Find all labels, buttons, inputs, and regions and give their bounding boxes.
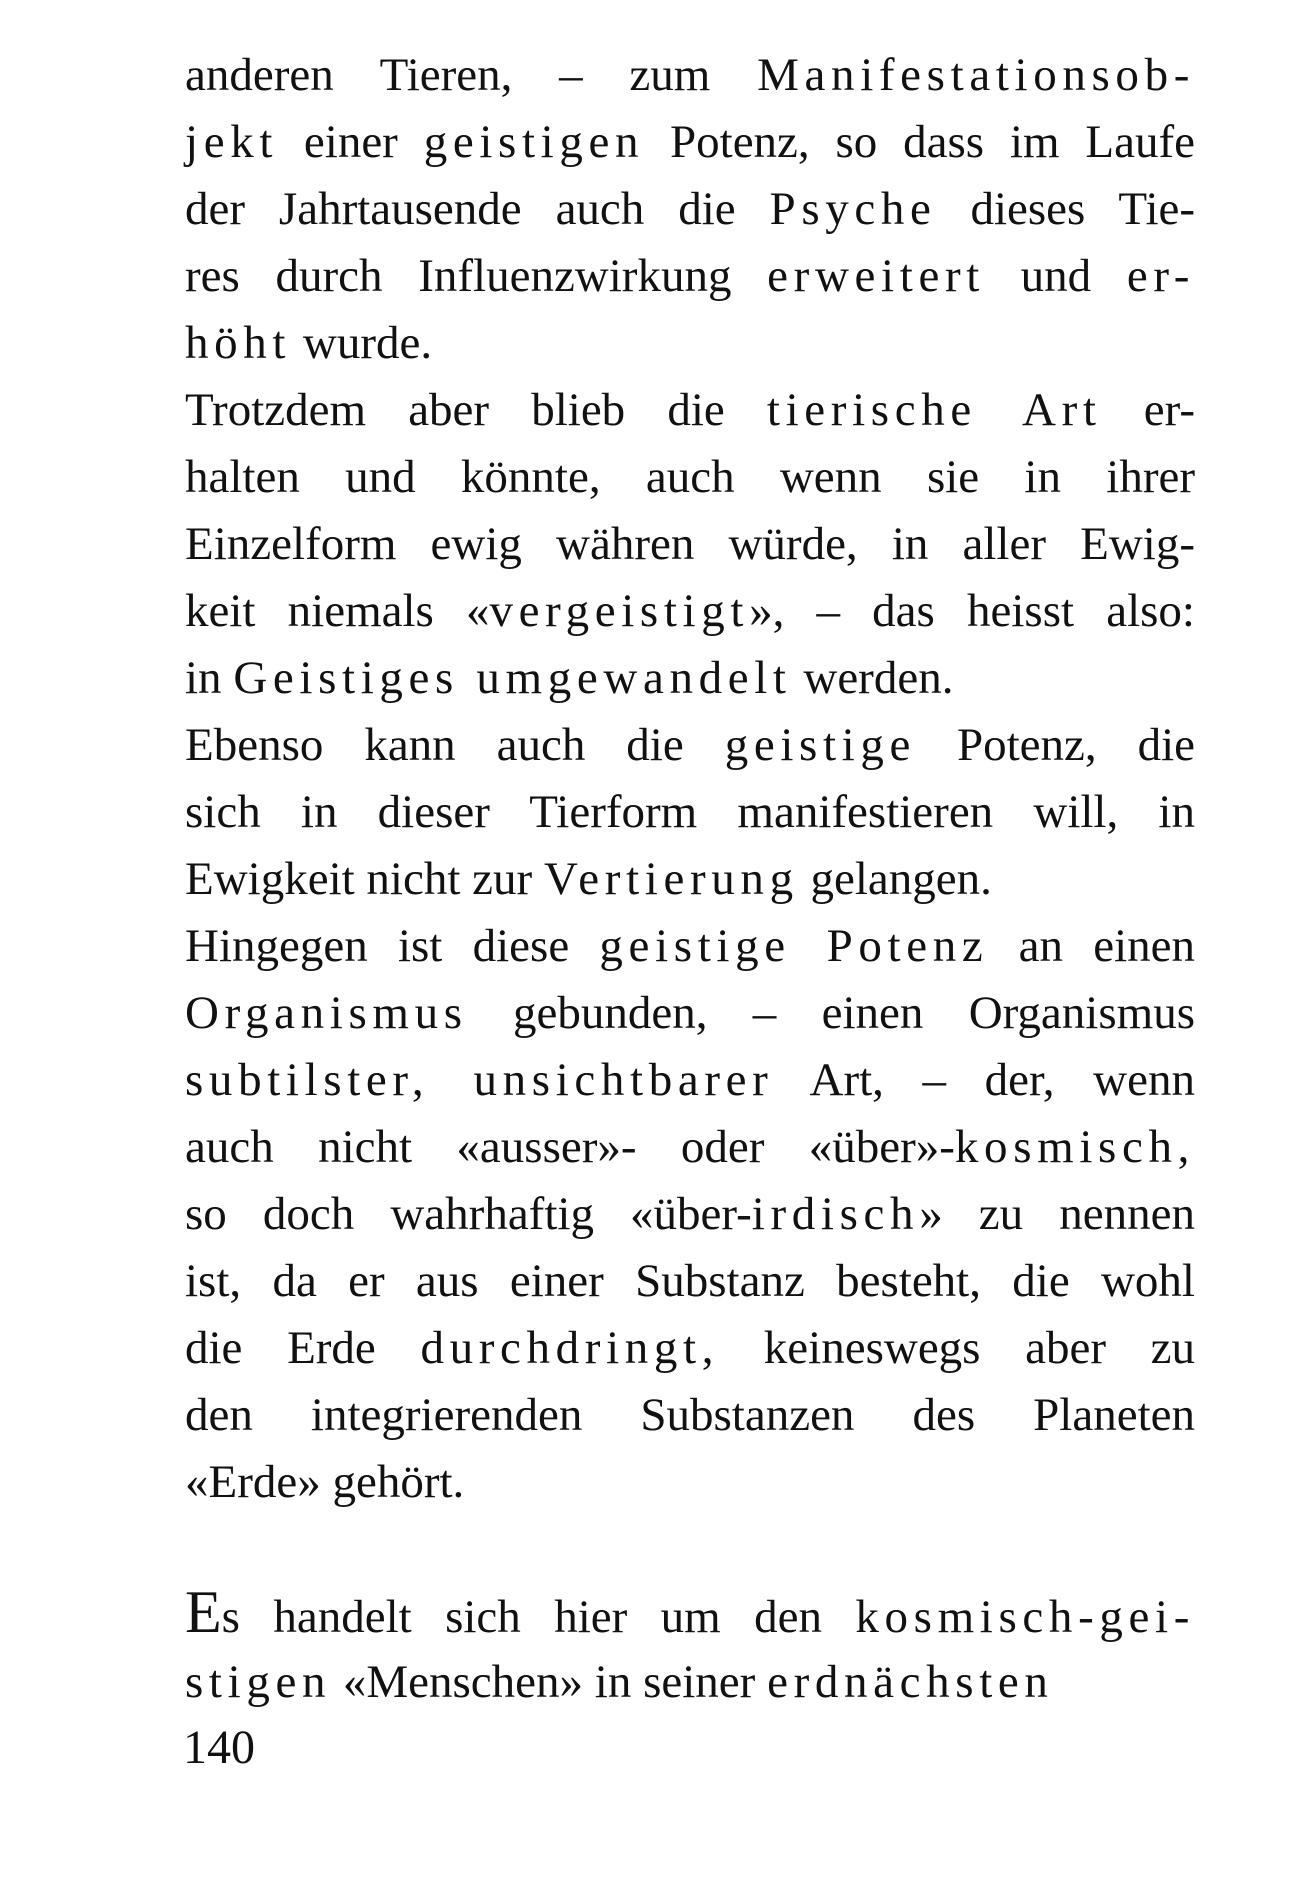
paragraph-3 (185, 712, 1195, 913)
text-line (185, 511, 1195, 578)
spaced-text: Psyche (769, 183, 937, 235)
text-line (185, 779, 1195, 846)
text-line (185, 377, 1195, 444)
spaced-text: geistige Potenz (599, 920, 989, 972)
text-segment: anderen Tieren, – zum (185, 49, 758, 101)
text-segment: s handelt sich hier um den (221, 1591, 856, 1643)
text-segment: Potenz, so dass im Laufe (644, 116, 1195, 168)
text-line (185, 444, 1195, 511)
text-line (185, 109, 1195, 176)
text-line (185, 578, 1195, 645)
text-segment: Trotzdem aber blieb die (185, 384, 767, 436)
spaced-text: Vertierung (543, 853, 799, 905)
text-line (185, 1579, 1195, 1649)
text-line (185, 1649, 1195, 1716)
spaced-text: kosmisch, (954, 1121, 1195, 1173)
page-number: 140 (183, 1721, 255, 1774)
text-line (185, 913, 1195, 980)
text-segment: einer (278, 116, 424, 168)
text-line (185, 1114, 1195, 1181)
text-line (185, 1315, 1195, 1382)
text-segment: und (984, 250, 1127, 302)
text-segment: Hingegen ist diese (185, 920, 600, 972)
text-segment: Ewigkeit nicht zur (185, 853, 544, 905)
text-segment: sich in dieser Tierform manifestieren will, in (185, 786, 1195, 838)
spaced-text: erweitert (767, 250, 985, 302)
text-line (185, 310, 1195, 377)
text-segment: in (185, 652, 234, 704)
spaced-text: stigen (185, 1656, 332, 1708)
text-line (185, 645, 1195, 712)
text-segment: dieses Tie- (936, 183, 1196, 235)
text-segment: » zu nennen (919, 1188, 1195, 1240)
text-segment: so doch wahrhaftig «über- (185, 1188, 752, 1240)
text-segment: auch nicht «ausser»- oder «über»- (185, 1121, 955, 1173)
text-line (185, 42, 1195, 109)
spaced-text: Manifestationsob- (757, 49, 1195, 101)
text-segment: », – das heisst also: (749, 585, 1195, 637)
text-line (185, 712, 1195, 779)
spaced-text: tierische Art (766, 384, 1102, 436)
paragraph-5 (185, 1579, 1195, 1716)
text-segment: an einen (988, 920, 1195, 972)
text-line (185, 1382, 1195, 1449)
text-segment: der Jahrtausende auch die (185, 183, 770, 235)
spaced-text: jekt (185, 116, 279, 168)
initial-letter: E (185, 1579, 222, 1645)
spaced-text: subtilster, unsichtbarer (185, 1054, 774, 1106)
spaced-text: geistigen (423, 116, 645, 168)
spaced-text: durchdringt, (420, 1322, 720, 1374)
spaced-text: geistige (724, 719, 916, 771)
spaced-text: erdnächsten (767, 1656, 1054, 1708)
text-segment: «Erde» gehört. (185, 1456, 465, 1508)
text-segment: die Erde (185, 1322, 421, 1374)
text-line (185, 243, 1195, 310)
text-segment: den integrierenden Substanzen des Planeten (185, 1389, 1195, 1441)
spaced-text: vergeistigt (489, 585, 750, 637)
text-segment: gelangen. (798, 853, 992, 905)
paragraph-2 (185, 377, 1195, 712)
text-segment: Art, – der, wenn (773, 1054, 1195, 1106)
paragraph-4 (185, 913, 1195, 1516)
text-segment: res durch Influenzwirkung (185, 250, 768, 302)
spaced-text: Organismus (185, 987, 468, 1039)
spaced-text: höht (185, 317, 292, 369)
text-segment: keit niemals « (185, 585, 490, 637)
text-line (185, 1248, 1195, 1315)
text-segment: halten und könnte, auch wenn sie in ihrer (185, 451, 1195, 503)
text-line (185, 1181, 1195, 1248)
text-segment: gebunden, – einen Organismus (467, 987, 1195, 1039)
text-segment: werden. (791, 652, 954, 704)
text-segment: wurde. (291, 317, 433, 369)
text-segment: Potenz, die (916, 719, 1195, 771)
text-line (185, 1449, 1195, 1516)
spaced-text: irdisch (751, 1188, 920, 1240)
text-line (185, 980, 1195, 1047)
text-line (185, 1047, 1195, 1114)
text-segment: «Menschen» in seiner (331, 1656, 768, 1708)
text-segment: er- (1101, 384, 1195, 436)
text-segment: Ebenso kann auch die (185, 719, 725, 771)
text-segment: ist, da er aus einer Substanz besteht, die wohl (185, 1255, 1195, 1307)
text-segment: Einzelform ewig währen würde, in aller Ewig- (185, 518, 1195, 570)
spaced-text: er- (1126, 250, 1195, 302)
text-line (185, 176, 1195, 243)
spaced-text: Geistiges umgewandelt (233, 652, 792, 704)
paragraph-1 (185, 42, 1195, 377)
text-line (185, 846, 1195, 913)
spaced-text: kosmisch-gei- (855, 1591, 1195, 1643)
text-segment: keineswegs aber zu (719, 1322, 1195, 1374)
